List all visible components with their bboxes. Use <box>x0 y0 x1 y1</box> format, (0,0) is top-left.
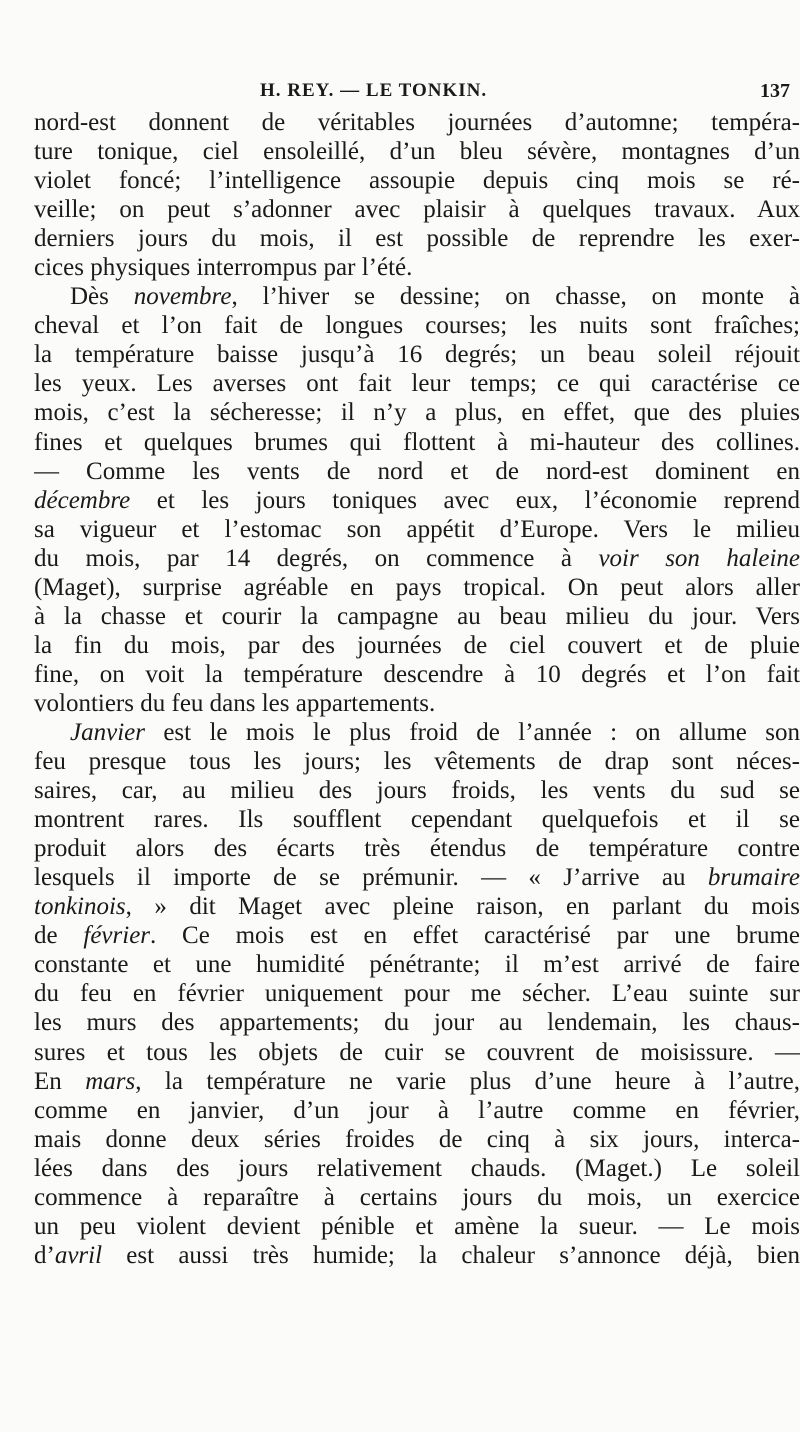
text-segment: En <box>34 1067 86 1095</box>
text-segment: du mois, par 14 degrés, on commence à <box>34 544 599 572</box>
italic-text: février <box>83 922 151 950</box>
text-segment: à la chasse et courir la campagne au beau milieu du jour. Vers <box>34 602 800 630</box>
text-line <box>34 369 800 398</box>
text-segment: veille; on peut s’adonner avec plaisir à quelques travaux. Aux <box>34 196 800 224</box>
text-segment: (Maget), surprise agréable en pays tropical. On peut alors aller <box>34 573 800 601</box>
text-line <box>34 428 800 457</box>
italic-text: avril <box>54 1241 103 1269</box>
text-segment: produit alors des écarts très étendus de température contre <box>34 835 800 863</box>
text-line <box>34 166 800 195</box>
text-line <box>34 108 800 137</box>
text-segment: est aussi très humide; la chaleur s’annonce déjà, bien <box>102 1241 800 1269</box>
text-segment: constante et une humidité pénétrante; il m’est arrivé de faire <box>34 951 800 979</box>
text-segment: cices physiques interrompus par l’été. <box>34 254 413 282</box>
text-line <box>34 1038 800 1067</box>
text-line <box>34 398 800 427</box>
text-segment: mois, c’est la sécheresse; il n’y a plus, en effet, que des pluies <box>34 399 800 427</box>
text-line <box>34 892 800 921</box>
italic-text: mars <box>85 1067 136 1095</box>
text-segment: lées dans des jours relativement chauds. (Maget.) Le soleil <box>34 1154 800 1182</box>
text-segment: derniers jours du mois, il est possible de reprendre les exer- <box>34 225 800 253</box>
text-line <box>34 1008 800 1037</box>
text-segment: violet foncé; l’intelligence assoupie depuis cinq mois se ré- <box>34 167 800 195</box>
text-segment: comme en janvier, d’un jour à l’autre comme en février, <box>34 1096 800 1124</box>
text-line <box>34 776 800 805</box>
text-line <box>34 631 800 660</box>
text-line <box>34 1154 800 1183</box>
text-line <box>34 921 800 950</box>
text-segment: cheval et l’on fait de longues courses; les nuits sont fraîches; <box>34 312 800 340</box>
text-segment: est le mois le plus froid de l’année : on allume son <box>144 718 800 746</box>
text-segment: sures et tous les objets de cuir se couvrent de moisissure. — <box>34 1038 800 1066</box>
text-segment: commence à reparaître à certains jours du mois, un exercice <box>34 1183 800 1211</box>
text-line <box>34 224 800 253</box>
text-segment: les murs des appartements; du jour au lendemain, les chaus- <box>34 1009 800 1037</box>
text-segment: lesquels il importe de se prémunir. — « J’arrive au <box>34 864 708 892</box>
italic-text: décembre <box>34 486 131 514</box>
text-segment: . Ce mois est en effet caractérisé par une brume <box>150 922 800 950</box>
text-segment: , l’hiver se dessine; on chasse, on monte à <box>231 283 800 311</box>
text-line <box>34 1241 800 1270</box>
text-line <box>34 950 800 979</box>
text-line <box>34 747 800 776</box>
text-segment: d’ <box>34 1241 55 1269</box>
text-line <box>34 660 800 689</box>
page-number: 137 <box>760 80 790 102</box>
text-segment: nord-est donnent de véritables journées d’automne; tempéra- <box>34 109 800 136</box>
text-segment: feu presque tous les jours; les vêtements de drap sont néces- <box>34 748 800 776</box>
text-line <box>34 689 800 718</box>
text-line <box>34 195 800 224</box>
text-segment: volontiers du feu dans les appartements. <box>34 689 436 717</box>
text-line <box>34 457 800 486</box>
text-line <box>34 979 800 1008</box>
text-line <box>34 834 800 863</box>
text-line <box>34 515 800 544</box>
text-segment: montrent rares. Ils soufflent cependant quelquefois et il se <box>34 806 800 834</box>
text-line <box>34 573 800 602</box>
text-line <box>34 253 800 282</box>
text-segment: un peu violent devient pénible et amène la sueur. — Le mois <box>34 1212 800 1240</box>
text-segment: les yeux. Les averses ont fait leur temps; ce qui caractérise ce <box>34 370 800 398</box>
text-segment: la fin du mois, par des journées de ciel couvert et de pluie <box>34 631 800 659</box>
text-line <box>34 282 800 311</box>
text-segment: fine, on voit la température descendre à 10 degrés et l’on fait <box>34 660 800 688</box>
text-line <box>34 1096 800 1125</box>
text-segment: saires, car, au milieu des jours froids, les vents du sud se <box>34 777 800 805</box>
text-segment: — Comme les vents de nord et de nord-est dominent en <box>34 457 800 485</box>
text-segment: de <box>34 922 84 950</box>
text-segment: la température baisse jusqu’à 16 degrés; un beau soleil réjouit <box>34 341 800 369</box>
text-line <box>34 340 800 369</box>
italic-text: brumaire <box>707 864 800 892</box>
text-line <box>34 1067 800 1096</box>
text-line <box>34 544 800 573</box>
text-segment: fines et quelques brumes qui flottent à mi-hauteur des collines. <box>34 428 800 456</box>
italic-text: voir son haleine <box>598 544 800 572</box>
text-segment: du feu en février uniquement pour me sécher. L’eau suinte sur <box>34 980 800 1008</box>
text-line <box>34 137 800 166</box>
text-line <box>34 1125 800 1154</box>
text-segment: sa vigueur et l’estomac son appétit d’Europe. Vers le milieu <box>34 515 800 543</box>
text-line <box>34 718 800 747</box>
text-line <box>34 863 800 892</box>
text-segment: mais donne deux séries froides de cinq à six jours, interca- <box>34 1125 800 1153</box>
italic-text: tonkinois <box>34 893 126 921</box>
text-line <box>34 486 800 515</box>
body-text <box>34 108 800 1270</box>
text-line <box>34 602 800 631</box>
text-segment: et les jours toniques avec eux, l’économie reprend <box>130 486 800 514</box>
text-line <box>34 311 800 340</box>
text-segment: Dès <box>70 283 134 311</box>
text-line <box>34 805 800 834</box>
text-line <box>34 1212 800 1241</box>
text-segment: , la température ne varie plus d’une heure à l’autre, <box>135 1067 800 1095</box>
text-segment: , » dit Maget avec pleine raison, en parlant du mois <box>125 893 800 921</box>
italic-text: novembre <box>133 283 232 311</box>
text-segment: ture tonique, ciel ensoleillé, d’un bleu sévère, montagnes d’un <box>34 138 800 166</box>
running-title: H. REY. — LE TONKIN. <box>260 80 488 101</box>
page-header <box>34 80 800 108</box>
text-line <box>34 1183 800 1212</box>
italic-text: Janvier <box>70 718 145 746</box>
